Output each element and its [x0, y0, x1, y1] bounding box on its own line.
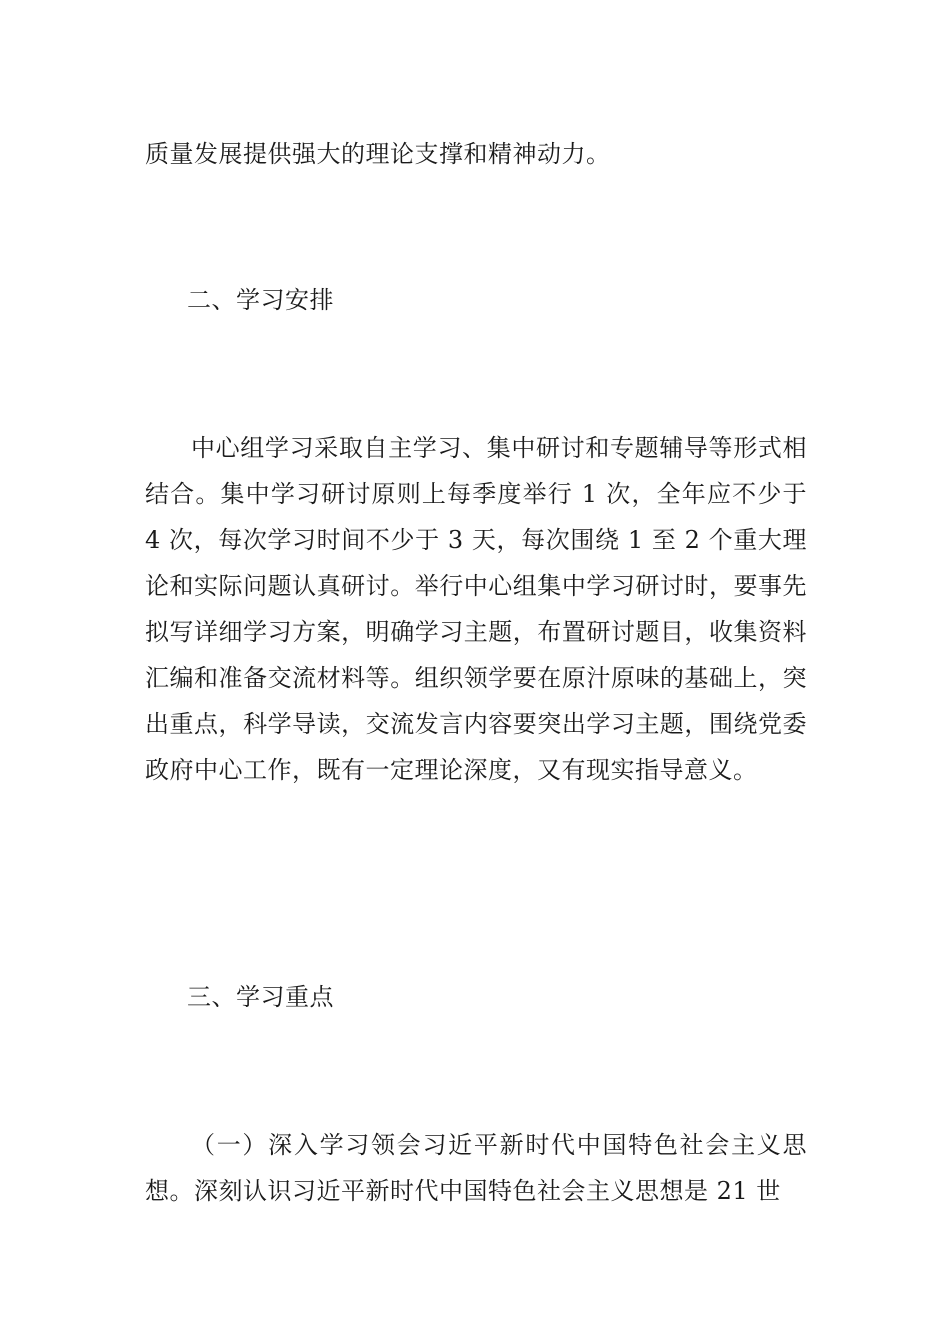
section-heading-study-focus: 三、学习重点: [187, 983, 334, 1011]
paragraph-study-arrangement: 中心组学习采取自主学习、集中研讨和专题辅导等形式相结合。集中学习研讨原则上每季度举行 1 次，全年应不少于 4 次，每次学习时间不少于 3 天，每次围绕 1 至 2 个重大理论和实际问题认真研讨。举行中心组集中学习研讨时，要事先拟写详细学习方案，明确学习主题，布置研讨题目，收集资料汇编和准备交流材料等。组织领学要在原汁原味的基础上，突出重点，科学导读，交流发言内容要突出学习主题，围绕党委政府中心工作，既有一定理论深度，又有现实指导意义。: [145, 434, 807, 784]
paragraph-study-focus-item-one: （一）深入学习领会习近平新时代中国特色社会主义思想。深刻认识习近平新时代中国特色社会主义思想是 21 世: [145, 1131, 807, 1205]
paragraph-continuation: 质量发展提供强大的理论支撑和精神动力。: [145, 140, 611, 168]
section-heading-study-arrangement: 二、学习安排: [187, 286, 334, 314]
